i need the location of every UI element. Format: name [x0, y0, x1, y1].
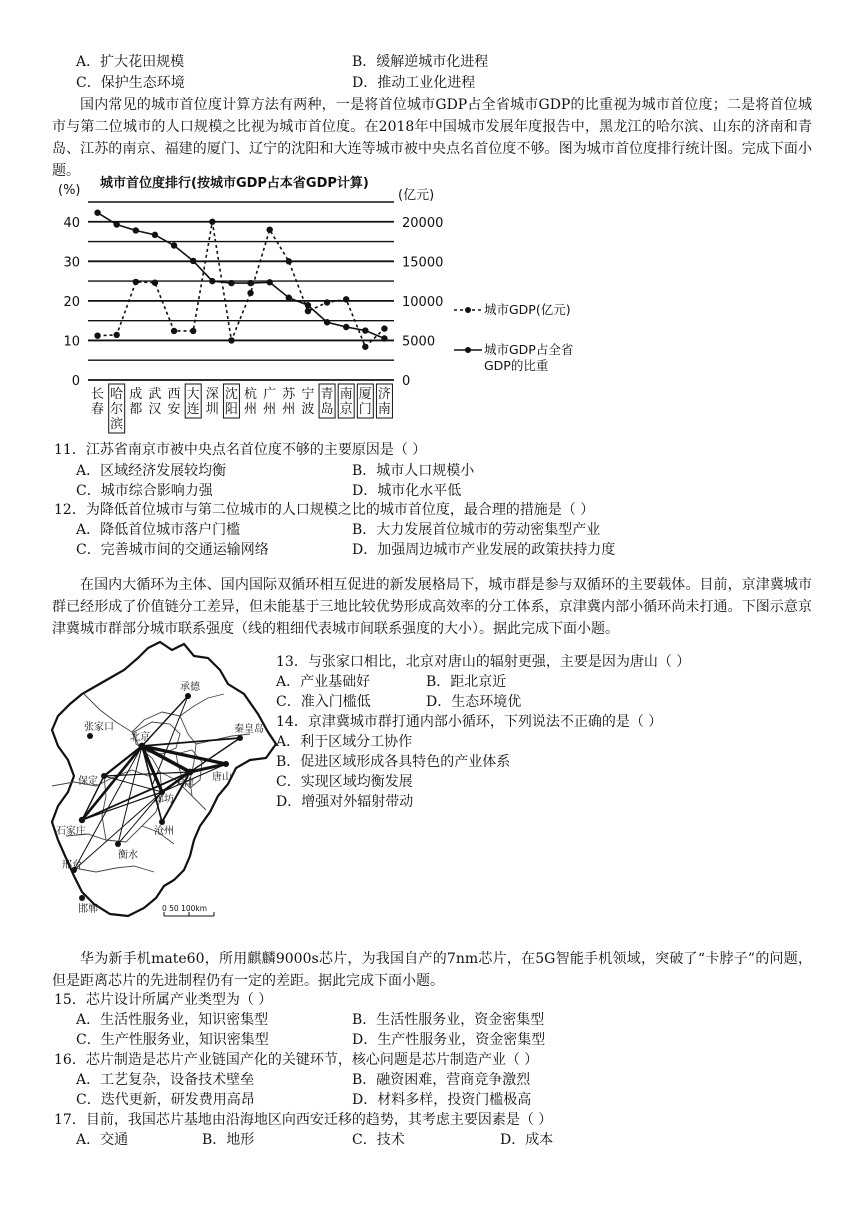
series-gdp-point: [286, 258, 292, 264]
option-a: A．扩大花田规模: [76, 54, 185, 70]
category-label: 厦门: [358, 387, 372, 417]
series-gdp-point: [190, 328, 196, 334]
city-label-shijiazhuang: 石家庄: [56, 826, 86, 837]
q16-option-b: B．融资困难，营商竞争激烈: [352, 1072, 531, 1088]
category-label: 杭州: [244, 387, 258, 417]
q11-option-a: A．区域经济发展较均衡: [76, 463, 227, 479]
y-left-tick: 40: [63, 215, 80, 231]
q14-stem: 14．京津冀城市群打通内部小循环，下列说法不正确的是（ ）: [276, 714, 663, 730]
series-gdp-point: [94, 332, 100, 338]
city-label-langfang: 廊坊: [154, 794, 174, 805]
chart-ylabel-right: (亿元): [398, 188, 435, 203]
q13-option-d: D．生态环境优: [426, 694, 522, 710]
q16-option-c: C．迭代更新，研发费用高昂: [76, 1092, 255, 1108]
q14-option-a: A．利于区域分工协作: [276, 734, 413, 750]
q17-option-b: B．地形: [202, 1132, 255, 1148]
series-gdp-point: [324, 299, 330, 305]
series-gdp-point: [152, 279, 158, 285]
series-share-point: [113, 221, 119, 227]
q14-option-b: B．促进区域形成各具特色的产业体系: [276, 754, 511, 770]
city-label-xingtai: 邢台: [62, 860, 82, 871]
q15-option-b: B．生活性服务业，资金密集型: [352, 1012, 545, 1028]
q12-option-d: D．加强周边城市产业发展的政策扶持力度: [352, 542, 616, 558]
q14-option-d: D．增强对外辐射带动: [276, 794, 414, 810]
series-share-point: [286, 295, 292, 301]
series-gdp-point: [305, 308, 311, 314]
category-label: 广州: [263, 387, 277, 417]
city-label-tianjin: 天津: [174, 778, 194, 789]
passage-chip: 华为新手机mate60，所用麒麟9000s芯片，为我国自产的7nm芯片，在5G智能手机领域，突破了“卡脖子”的问题，但是距离芯片的先进制程仍有一定的差距。据此完成下面小题。: [52, 951, 812, 989]
q15-option-c: C．生产性服务业，知识密集型: [76, 1032, 269, 1048]
series-gdp-point: [113, 332, 119, 338]
q15-stem: 15．芯片设计所属产业类型为（ ）: [54, 992, 273, 1008]
q13-stem: 13．与张家口相比，北京对唐山的辐射更强，主要是因为唐山（ ）: [276, 654, 691, 670]
y-left-tick: 0: [71, 374, 80, 389]
y-right-tick: 5000: [402, 334, 436, 350]
series-gdp-point: [266, 226, 272, 232]
q11-option-b: B．城市人口规模小: [352, 463, 475, 479]
category-label: 成都: [129, 387, 143, 417]
y-left-tick: 20: [63, 294, 80, 310]
svg-text:0 50 100km: 0 50 100km: [162, 904, 208, 913]
category-label: 长春: [91, 387, 105, 417]
series-share-point: [266, 279, 272, 285]
series-share-point: [305, 302, 311, 308]
series-gdp-point: [228, 337, 234, 343]
q12-option-b: B．大力发展首位城市的劳动密集型产业: [352, 522, 601, 538]
legend-gdp-marker: [465, 307, 471, 313]
legend-share-marker: [465, 347, 471, 353]
chart-title: 城市首位度排行(按城市GDP占本省GDP计算): [100, 176, 369, 191]
series-share-point: [152, 232, 158, 238]
passage-city-primacy: 国内常见的城市首位度计算方法有两种，一是将首位城市GDP占全省城市GDP的比重视为城市首位度；二是将首位城市与第二位城市的人口规模之比视为城市首位度。在2018年中国城市发展年度报告中，黑龙江的哈尔滨、山东的济南和青岛、江苏的南京、福建的厦门、辽宁的沈阳和大连等城市被中央点名首位度不够。图为城市首位度排行统计图。完成下面小题。: [52, 97, 812, 179]
series-share-point: [228, 280, 234, 286]
q17-stem: 17．目前，我国芯片基地由沿海地区向西安迁移的趋势，其考虑主要因素是（ ）: [54, 1112, 553, 1128]
category-label: 哈尔滨: [110, 387, 124, 432]
series-gdp-line: [98, 222, 385, 347]
q16-option-a: A．工艺复杂，设备技术壁垒: [76, 1072, 255, 1088]
city-label-qinhuangdao: 秦皇岛: [234, 724, 264, 735]
y-left-tick: 30: [63, 255, 80, 271]
q14-option-c: C．实现区域均衡发展: [276, 774, 413, 790]
chart-ylabel-left: (%): [58, 183, 81, 198]
series-share-point: [362, 327, 368, 333]
q17-option-a: A．交通: [76, 1132, 129, 1148]
series-gdp-point: [362, 344, 368, 350]
q17-option-d: D．成本: [500, 1132, 554, 1148]
legend-share-label: 城市GDP占全省 GDP的比重: [484, 342, 574, 373]
q12-stem: 12．为降低首位城市与第二位城市的人口规模之比的城市首位度，最合理的措施是（ ）: [54, 502, 595, 518]
city-label-zhangjiakou: 张家口: [84, 722, 114, 733]
q12-option-a: A．降低首位城市落户门槛: [76, 522, 241, 538]
category-label: 西安: [167, 387, 181, 417]
option-b: B．缓解逆城市化进程: [352, 54, 489, 70]
city-label-hengshui: 衡水: [118, 850, 138, 861]
series-share-point: [343, 324, 349, 330]
option-c: C．保护生态环境: [76, 75, 185, 91]
category-label: 济南: [377, 387, 391, 417]
city-label-tangshan: 唐山: [212, 772, 232, 783]
y-right-tick: 0: [402, 374, 411, 389]
q13-option-b: B．距北京近: [426, 674, 507, 690]
q11-option-d: D．城市化水平低: [352, 483, 462, 499]
y-right-tick: 20000: [402, 215, 444, 231]
option-d: D．推动工业化进程: [352, 75, 476, 91]
jingjinji-map: [44, 636, 280, 928]
q15-option-d: D．生产性服务业，资金密集型: [352, 1032, 546, 1048]
category-label: 南京: [339, 387, 353, 417]
series-share-point: [247, 280, 253, 286]
city-label-cangzhou: 沧州: [154, 826, 174, 837]
city-label-handan: 邯郸: [78, 904, 98, 915]
series-gdp-point: [171, 328, 177, 334]
category-label: 武汉: [148, 387, 162, 417]
city-label-beijing: 北京: [130, 732, 150, 743]
q13-option-c: C．准入门槛低: [276, 694, 371, 710]
passage-jingjinji: 在国内大循环为主体、国内国际双循环相互促进的新发展格局下，城市群是参与双循环的主要载体。目前，京津冀城市群已经形成了价值链分工差异，但未能基于三地比较优势形成高效率的分工体系，京津冀内部小循环尚未打通。下图示意京津冀城市群部分城市联系强度（线的粗细代表城市间联系强度的大小）。据此完成下面小题。: [52, 577, 812, 637]
y-right-tick: 15000: [402, 255, 444, 271]
q13-option-a: A．产业基础好: [276, 674, 371, 690]
series-share-point: [190, 258, 196, 264]
q12-option-c: C．完善城市间的交通运输网络: [76, 542, 269, 558]
map-scale-bar: [162, 904, 214, 916]
series-share-line: [98, 213, 385, 339]
series-share-point: [171, 242, 177, 248]
city-label-baoding: 保定: [78, 776, 98, 787]
y-left-tick: 10: [63, 334, 80, 350]
y-right-tick: 10000: [402, 294, 444, 310]
series-gdp-point: [343, 296, 349, 302]
q16-option-d: D．材料多样，投资门槛极高: [352, 1092, 532, 1108]
category-label: 深圳: [205, 387, 219, 417]
series-gdp-point: [247, 290, 253, 296]
series-gdp-point: [133, 279, 139, 285]
series-share-point: [209, 278, 215, 284]
city-label-chengde: 承德: [180, 682, 200, 693]
series-share-point: [94, 209, 100, 215]
primacy-chart: [54, 174, 614, 436]
series-gdp-point: [209, 219, 215, 225]
category-label: 苏州: [282, 387, 296, 417]
primacy-chart-svg: [54, 174, 614, 436]
jingjinji-map-svg: [44, 636, 280, 928]
q11-option-c: C．城市综合影响力强: [76, 483, 213, 499]
q17-option-c: C．技术: [352, 1132, 405, 1148]
category-label: 青岛: [320, 387, 334, 417]
legend-gdp-label: 城市GDP(亿元): [484, 302, 571, 317]
q15-option-a: A．生活性服务业，知识密集型: [76, 1012, 269, 1028]
category-label: 宁波: [301, 387, 315, 417]
series-gdp-point: [381, 325, 387, 331]
q11-stem: 11．江苏省南京市被中央点名首位度不够的主要原因是（ ）: [54, 442, 427, 458]
series-share-point: [133, 227, 139, 233]
series-share-point: [324, 319, 330, 325]
q16-stem: 16．芯片制造是芯片产业链国产化的关键环节，核心问题是芯片制造产业（ ）: [54, 1052, 539, 1068]
series-share-point: [381, 335, 387, 341]
category-label: 大连: [186, 387, 200, 417]
category-label: 沈阳: [224, 387, 238, 417]
